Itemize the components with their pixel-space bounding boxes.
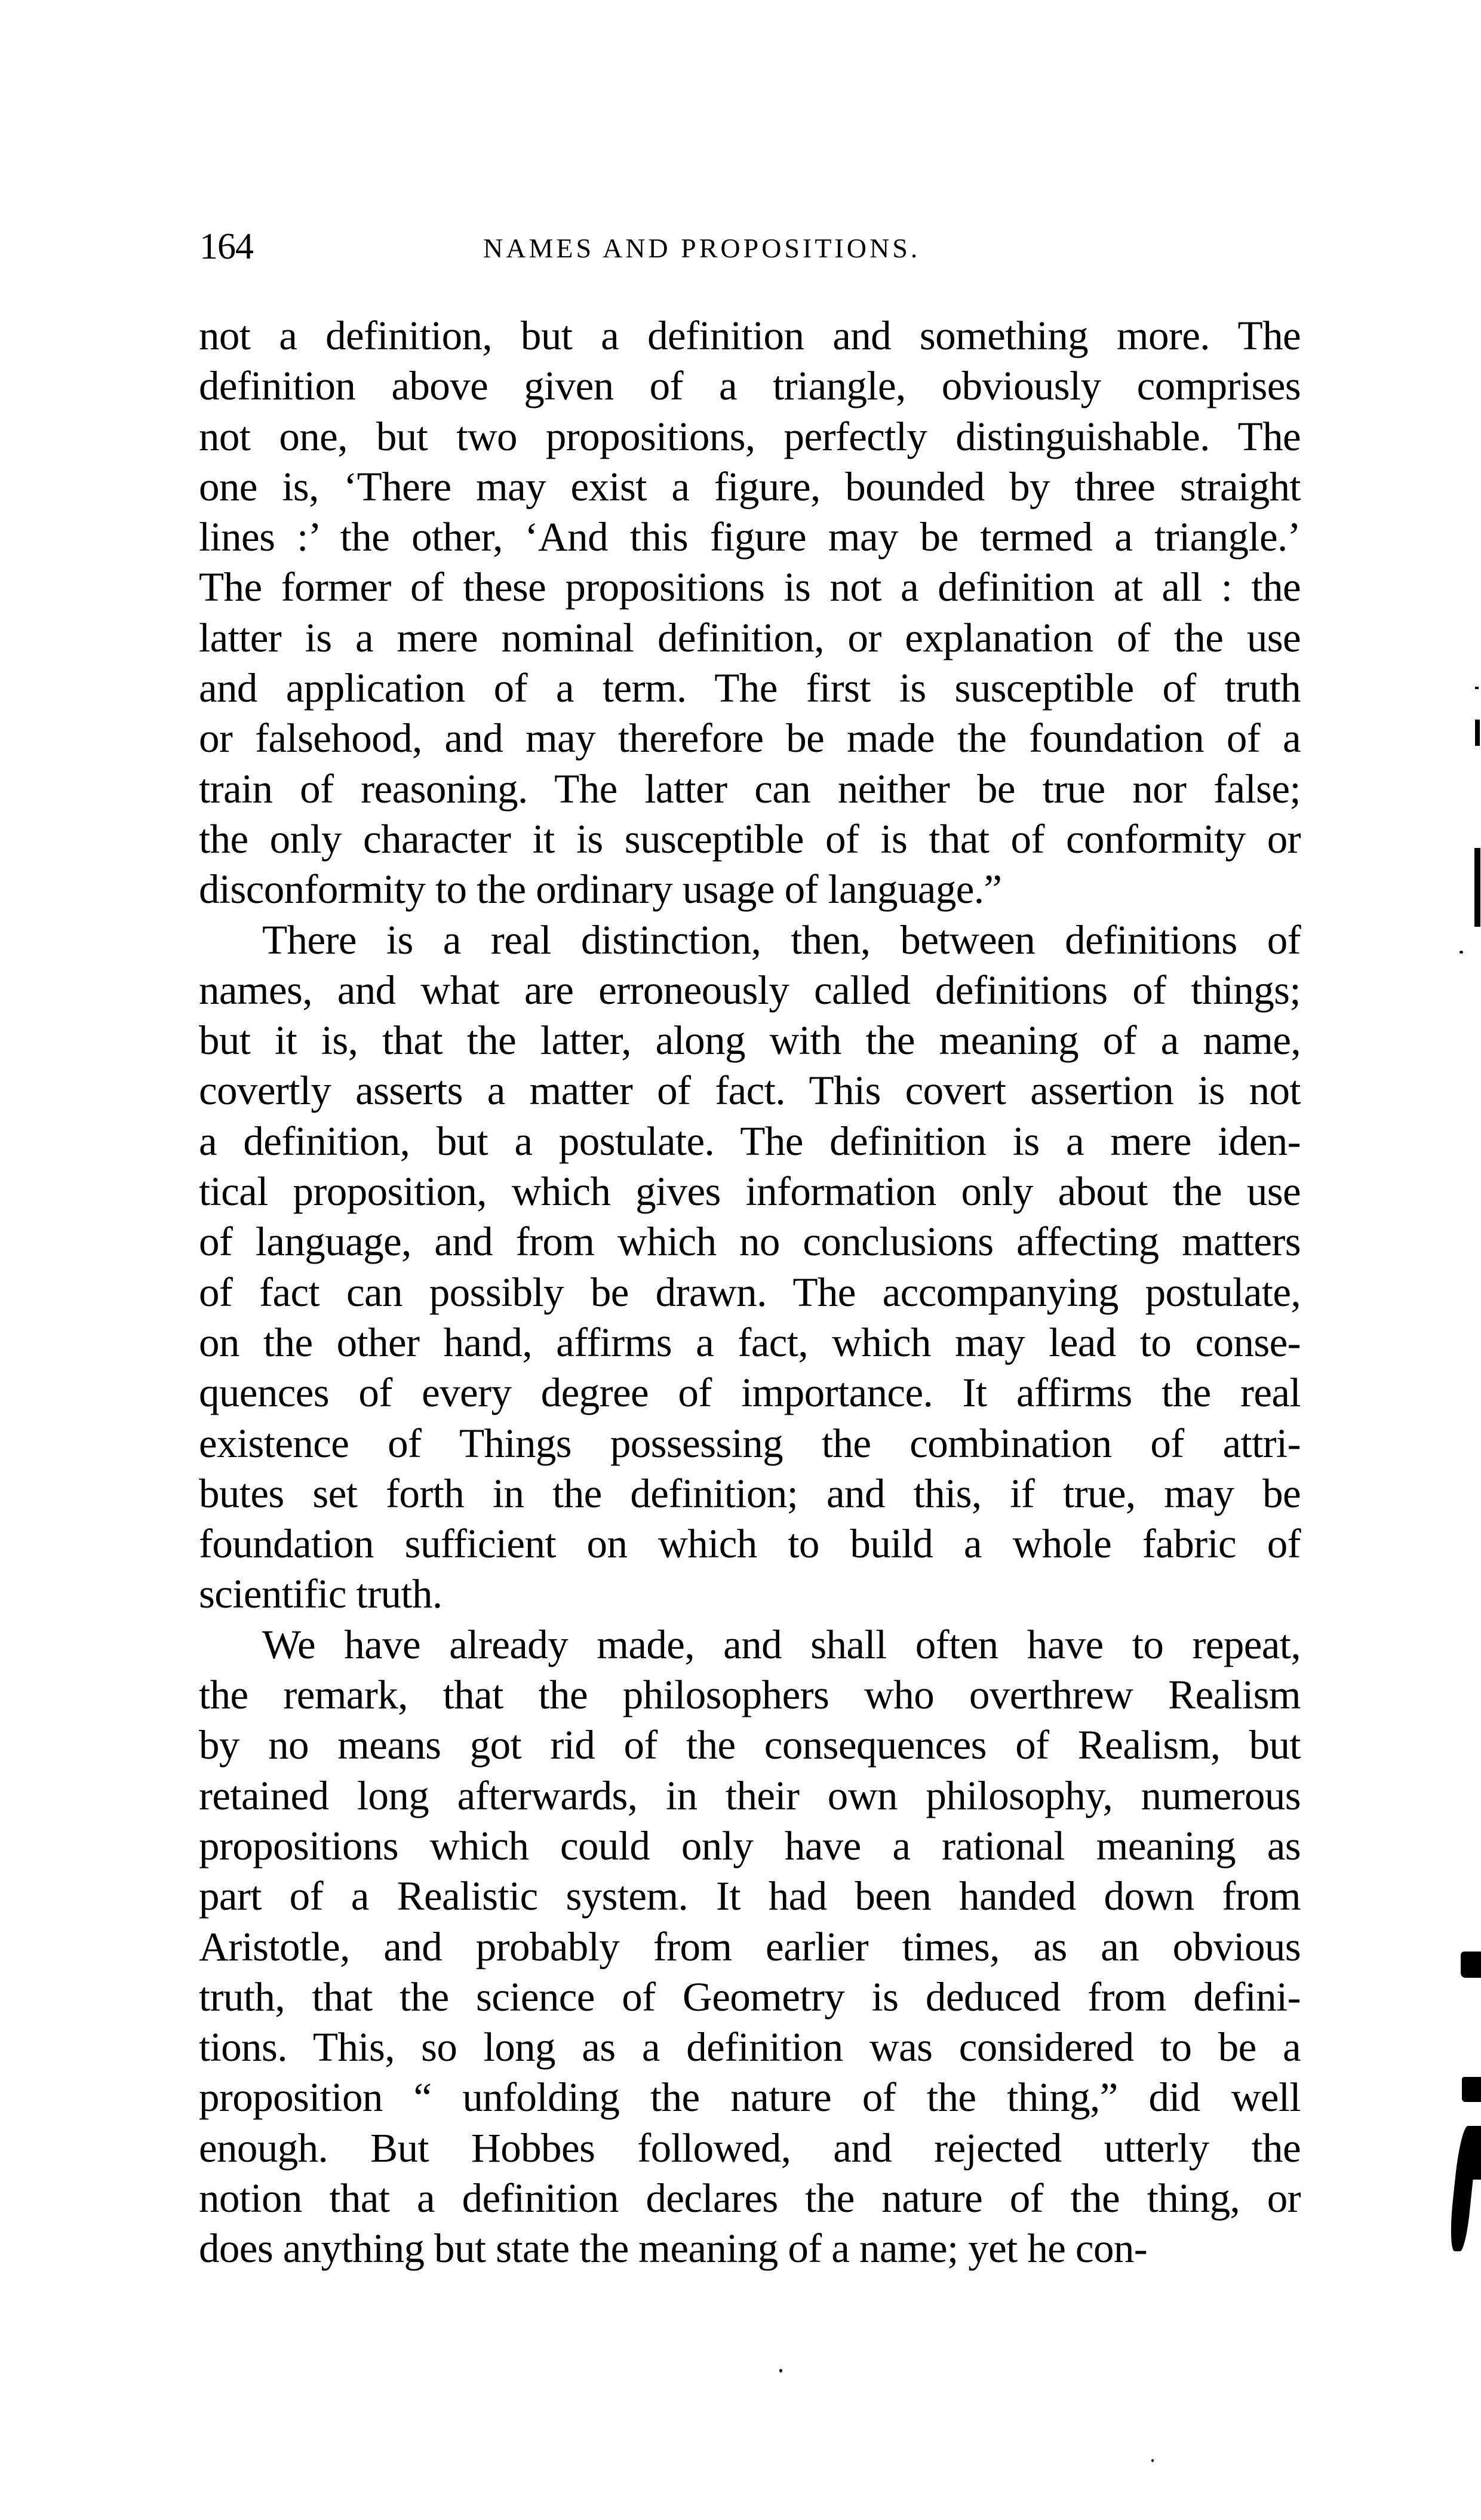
page-number: 164 xyxy=(199,226,253,267)
paragraph xyxy=(199,311,1301,915)
text-line: not one, but two propositions, perfectly distinguishable. The xyxy=(199,413,1301,459)
text-line: part of a Realistic system. It had been handed down from xyxy=(199,1873,1301,1919)
text-line: We have already made, and shall often have to repeat, xyxy=(262,1621,1301,1667)
text-line: existence of Things possessing the combination of attri- xyxy=(199,1420,1301,1466)
text-line: latter is a mere nominal definition, or explanation of the use xyxy=(199,614,1301,660)
text-line: proposition “ unfolding the nature of the thing,” did well xyxy=(199,2075,1301,2121)
text-line: truth, that the science of Geometry is deduced from defini- xyxy=(199,1974,1301,2020)
text-line: Aristotle, and probably from earlier times, as an obvious xyxy=(199,1923,1301,1969)
text-line: disconformity to the ordinary usage of language.” xyxy=(199,866,1002,912)
text-line: The former of these propositions is not a definition at all : the xyxy=(199,564,1301,610)
scan-speck xyxy=(779,2369,782,2373)
text-line: on the other hand, affirms a fact, which may lead to conse- xyxy=(199,1319,1301,1365)
text-line: train of reasoning. The latter can neither be true nor false; xyxy=(199,766,1301,812)
body-text xyxy=(199,311,1301,2274)
text-line: tical proposition, which gives information only about the use xyxy=(199,1169,1301,1215)
text-line: but it is, that the latter, along with the meaning of a name, xyxy=(199,1018,1301,1064)
text-line: a definition, but a postulate. The definition is a mere iden- xyxy=(199,1118,1301,1164)
text-line: and application of a term. The first is susceptible of truth xyxy=(199,665,1301,711)
scan-artifact-streak-tail xyxy=(1469,2126,1481,2180)
text-line: the only character it is susceptible of is that of conformity or xyxy=(199,816,1301,862)
paragraph xyxy=(199,915,1301,1619)
text-line: foundation sufficient on which to build a whole fabric of xyxy=(199,1521,1301,1567)
text-line: the remark, that the philosophers who overthrew Realism xyxy=(199,1672,1301,1718)
running-head xyxy=(199,226,1301,268)
text-line: does anything but state the meaning of a name; yet he con- xyxy=(199,2226,1148,2272)
text-line: retained long afterwards, in their own philosophy, numerous xyxy=(199,1772,1301,1818)
scan-artifact-blob xyxy=(1461,1952,1481,1978)
text-line: butes set forth in the definition; and this, if true, may be xyxy=(199,1470,1301,1516)
paragraph xyxy=(199,1619,1301,2274)
scan-artifact-bar xyxy=(1475,720,1480,746)
running-title: NAMES AND PROPOSITIONS. xyxy=(483,233,921,263)
text-line: of language, and from which no conclusions affecting matters xyxy=(199,1219,1301,1265)
text-line: by no means got rid of the consequences of Realism, but xyxy=(199,1722,1301,1768)
text-line: propositions which could only have a rational meaning as xyxy=(199,1823,1301,1869)
text-line: notion that a definition declares the nature of the thing, or xyxy=(199,2175,1301,2221)
scan-speck xyxy=(1460,951,1463,954)
text-line: not a definition, but a definition and something more. The xyxy=(199,313,1301,358)
text-line: of fact can possibly be drawn. The accompanying postulate, xyxy=(199,1269,1301,1315)
text-line: enough. But Hobbes followed, and rejected utterly the xyxy=(199,2125,1301,2171)
scan-speck xyxy=(1151,2459,1154,2462)
scan-artifact-blob xyxy=(1462,2077,1481,2102)
text-line: quences of every degree of importance. It affirms the real xyxy=(199,1370,1301,1416)
text-line: tions. This, so long as a definition was considered to be a xyxy=(199,2024,1301,2070)
text-line: one is, ‘There may exist a figure, bounded by three straight xyxy=(199,463,1301,509)
text-line: scientific truth. xyxy=(199,1571,443,1617)
text-line: definition above given of a triangle, obviously comprises xyxy=(199,363,1301,409)
scan-artifact-mark xyxy=(1475,687,1479,689)
scan-artifact-bar xyxy=(1474,848,1480,927)
text-line: lines :’ the other, ‘And this figure may be termed a triangle.’ xyxy=(199,514,1301,560)
text-line: names, and what are erroneously called definitions of things; xyxy=(199,967,1301,1013)
text-line: There is a real distinction, then, between definitions of xyxy=(262,917,1301,963)
text-line: or falsehood, and may therefore be made the foundation of a xyxy=(199,715,1301,761)
text-line: covertly asserts a matter of fact. This covert assertion is not xyxy=(199,1068,1301,1114)
